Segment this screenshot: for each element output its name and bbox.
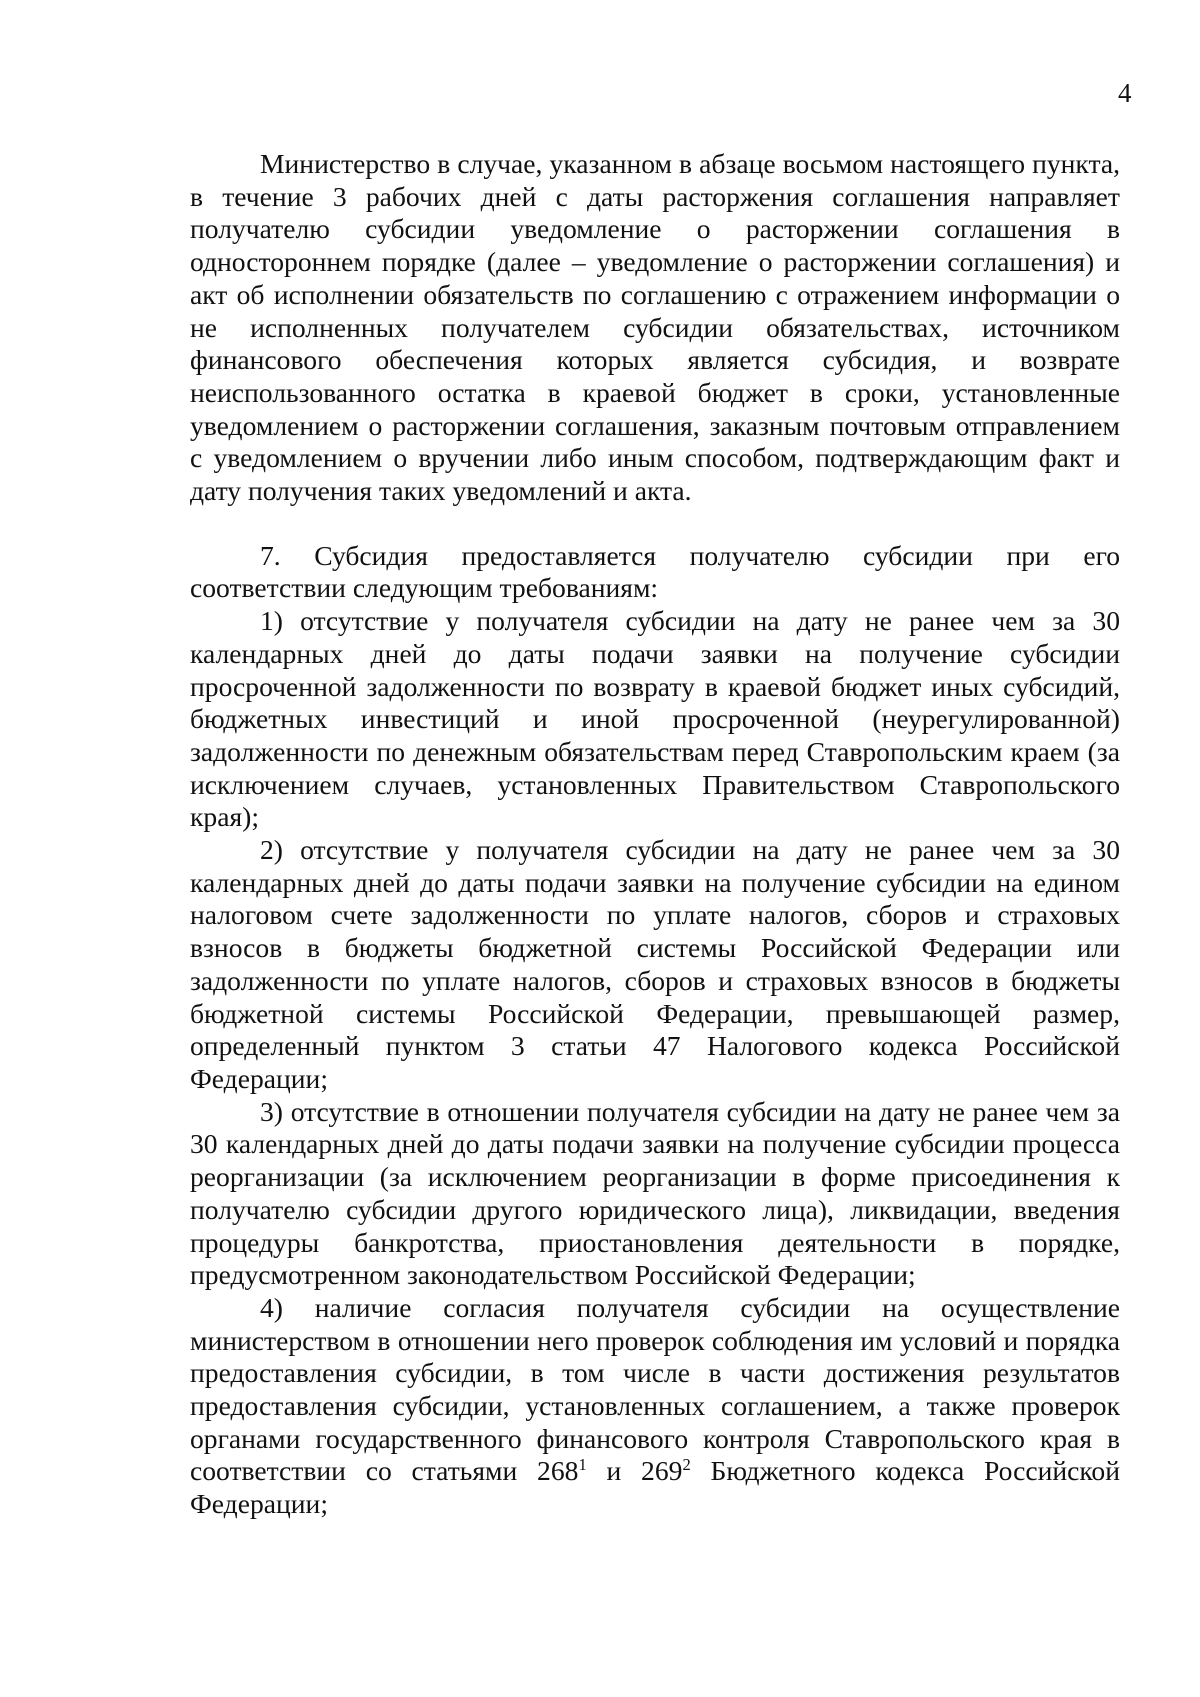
paragraph-termination-notice: Министерство в случае, указанном в абзаце восьмом настоящего пункта, в течение 3 рабочих дней с даты расторжения соглашения направляет получателю субсидии уведомление о расторжении соглашения в одностороннем порядке (далее – уведомление о расторжении соглашения) и акт об исполнении обязательств по соглашению с отражением информации о не исполненных получателем субсидии обязательствах, источником финансового обеспечения которых является субсидия, и возврате неиспользованного остатка в краевой бюджет в сроки, установленные уведомлением о расторжении соглашения, заказным почтовым отправлением с уведомлением о вручении либо иным способом, подтверждающим факт и дату получения таких уведомлений и акта. — [190, 148, 1120, 507]
paragraph-subitem-3: 3) отсутствие в отношении получателя субсидии на дату не ранее чем за 30 календарных дней до даты подачи заявки на получение субсидии процесса реорганизации (за исключением реорганизации в форме присоединения к получателю субсидии другого юридического лица), ликвидации, введения процедуры банкротства, приостановления деятельности в порядке, предусмотренном законодательством Российской Федерации; — [190, 1095, 1120, 1291]
subitem-4-text-a: 4) наличие согласия получателя субсидии на осуществление министерством в отношении него проверок соблюдения им условий и порядка предоставления субсидии, в том числе в части достижения результатов предоставления субсидии, установленных соглашением, а также проверок органами государственного финансового контроля Ставропольского края в соответствии со статьями 268 — [190, 1291, 1120, 1487]
superscript-1: 1 — [578, 1455, 587, 1475]
subitem-4-text-b: и 269 — [586, 1455, 683, 1487]
superscript-2: 2 — [682, 1455, 691, 1475]
paragraph-subitem-2: 2) отсутствие у получателя субсидии на дату не ранее чем за 30 календарных дней до даты подачи заявки на получение субсидии на едином налоговом счете задолженности по уплате налогов, сборов и страховых взносов в бюджеты бюджетной системы Российской Федерации или задолженности по уплате налогов, сборов и страховых взносов в бюджеты бюджетной системы Российской Федерации, превышающей размер, определенный пунктом 3 статьи 47 Налогового кодекса Российской Федерации; — [190, 834, 1120, 1094]
subitem-4-text-c: Бюджетного кодекса Российской Федерации; — [190, 1455, 1120, 1520]
page-number: 4 — [1118, 78, 1132, 108]
paragraph-item-7: 7. Субсидия предоставляется получателю субсидии при его соответствии следующим требованиям: — [190, 539, 1120, 604]
paragraph-subitem-1: 1) отсутствие у получателя субсидии на дату не ранее чем за 30 календарных дней до даты подачи заявки на получение субсидии просроченной задолженности по возврату в краевой бюджет иных субсидий, бюджетных инвестиций и иной просроченной (неурегулированной) задолженности по денежным обязательствам перед Ставропольским краем (за исключением случаев, установленных Правительством Ставропольского края); — [190, 605, 1120, 833]
document-body — [190, 148, 1120, 1521]
paragraph-subitem-4 — [190, 1292, 1120, 1521]
